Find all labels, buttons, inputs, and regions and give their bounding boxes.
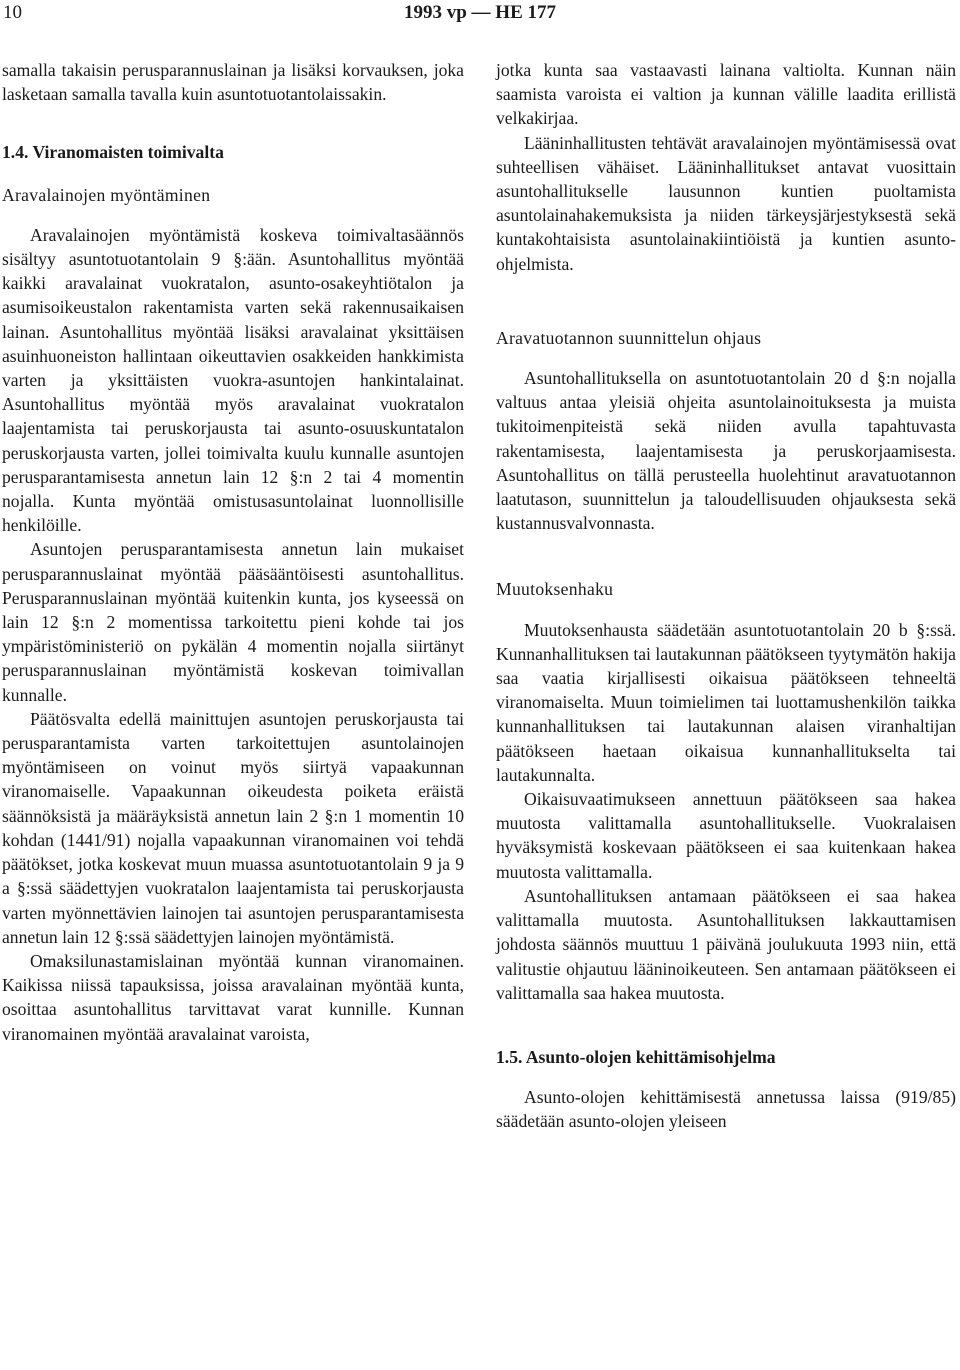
paragraph: Oikaisuvaatimukseen annettuun päätökseen saa hakea muutosta valittamalla asuntohallitukselle. Vuokralaisen hyväksymistä koskevaan päätökseen ei saa kuitenkaan hakea muutosta valittamalla. bbox=[496, 789, 956, 882]
paragraph: Asuntojen perusparantamisesta annetun lain mukaiset perusparannuslainat myöntää pääsääntöisesti asuntohallitus. Perusparannuslainan myöntää kuitenkin kunta, jos kyseessä on lain 12 §:n 2 momentissa tarkoitettu pieni kohde tai jos ympäristöministeriö on pykälän 4 momentin nojalla siirtänyt perusparannuslainan myöntämistä koskevan toimivallan kunnalle. bbox=[2, 539, 464, 705]
paragraph: Asunto-olojen kehittämisestä annetussa laissa (919/85) säädetään asunto-olojen yleiseen bbox=[496, 1087, 956, 1132]
subheading-muutoksenhaku: Muutoksenhaku bbox=[496, 579, 614, 600]
paragraph: Aravalainojen myöntämistä koskeva toimivaltasäännös sisältyy asuntotuotantolain 9 §:ään. Asuntohallitus myöntää kaikki aravalainat vuokratalon, asunto-osakeyhtiötalon ja asumisoikeustalon rakentamista varten sekä rakennusaikaisen lainan. Asuntohallitus myöntää lisäksi aravalainat yksittäisen asuinhuoneiston hallintaan oikeuttavien osakkeiden hankkimista varten ja yksittäisten vuokra-asuntojen hankintalainat. Asuntohallitus myöntää myös aravalainat vuokratalon laajentamista tai peruskorjausta tai asunto-osuuskuntatalon peruskorjausta varten, jollei toimivalta kuulu kunnalle asuntojen perusparantamisesta annetun lain 12 §:n 2 tai 4 momentin nojalla. Kunta myöntää omistusasuntolainat luonnollisille henkilöille. bbox=[2, 224, 464, 536]
paragraph: Lääninhallitusten tehtävät aravalainojen myöntämisessä ovat suhteellisen vähäiset. Lääninhallitukset antavat vuosittain asuntohallitukselle lausunnon kuntien puoltamista asuntolainahakemuksista ja niiden tärkeysjärjestyksestä sekä kuntakohtaisista asuntolainakiintiöistä ja kuntien asunto-ohjelmista. bbox=[496, 132, 956, 274]
right-column bbox=[496, 58, 956, 1134]
subheading-aravatuotannon-ohjaus: Aravatuotannon suunnittelun ohjaus bbox=[496, 327, 762, 348]
page-header bbox=[0, 0, 960, 30]
page-number: 10 bbox=[3, 2, 22, 23]
section-title-1-4: 1.4. Viranomaisten toimivalta bbox=[2, 142, 224, 163]
paragraph: Päätösvalta edellä mainittujen asuntojen peruskorjausta tai perusparantamista varten tarkoitettujen asuntolainojen myöntämiseen on voinut myös siirtyä vapaakunnan viranomaiselle. Vapaakunnan oikeudesta poiketa eräistä säännöksistä ja määräyksistä annetun lain 2 §:n 1 momentin 10 kohdan (1441/91) nojalla vapaakunnan viranomainen voi tehdä päätökset, jotka koskevat muun muassa asuntotuotantolain 9 ja 9 a §:ssä säädettyjen vuokratalon laajentamista tai peruskorjausta varten myönnettävien lainojen tai asuntojen perusparantamisesta annetun lain 12 §:ssä säädettyjen lainojen myöntämistä. bbox=[2, 708, 464, 947]
section-title-1-5: 1.5. Asunto-olojen kehittämisohjelma bbox=[496, 1046, 776, 1067]
subheading-aravalainojen-myontaminen: Aravalainojen myöntäminen bbox=[2, 184, 211, 205]
paragraph: Asuntohallituksella on asuntotuotantolain 20 d §:n nojalla valtuus antaa yleisiä ohjeita asuntolainoituksesta ja muista tukitoimenpiteistä sekä niiden avulla tapahtuvasta rakentamisesta, laajentamisesta ja peruskorjaamisesta. Asuntohallitus on tällä perusteella huolehtinut aravatuotannon laatutason, suunnittelun ja taloudellisuuden ohjauksesta sekä kustannusvalvonnasta. bbox=[496, 368, 956, 534]
running-title: 1993 vp — HE 177 bbox=[403, 2, 557, 23]
paragraph: Omaksilunastamislainan myöntää kunnan viranomainen. Kaikissa niissä tapauksissa, joissa aravalainan myöntää kunta, osoittaa asuntohallitus tarvittavat varat kunnille. Kunnan viranomainen myöntää aravalainat varoista, bbox=[2, 950, 464, 1044]
paragraph: Muutoksenhausta säädetään asuntotuotantolain 20 b §:ssä. Kunnanhallituksen tai lautakunnan päätökseen tyytymätön hakija saa vaatia kirjallisesti oikaisua päätökseen tehneeltä viranomaiselta. Muun toimielimen tai luottamushenkilön taikka kunnanhallituksen tai lautakunnan alaisen viranhaltijan päätökseen haetaan oikaisua kunnanhallitukselta tai lautakunnalta. bbox=[496, 619, 956, 785]
left-column bbox=[2, 58, 464, 1046]
paragraph-continuation: samalla takaisin perusparannuslainan ja lisäksi korvauksen, joka lasketaan samalla tavalla kuin asuntotuotantolaissakin. bbox=[2, 60, 464, 105]
paragraph: Asuntohallituksen antamaan päätökseen ei saa hakea valittamalla muutosta. Asuntohallituksen lakkauttamisen johdosta säännös muuttuu 1 päivänä joulukuuta 1993 niin, että valitustie ohjautuu lääninoikeuteen. Sen antamaan päätökseen ei valittamalla saa hakea muutosta. bbox=[496, 885, 956, 1003]
paragraph-continuation: jotka kunta saa vastaavasti lainana valtiolta. Kunnan näin saamista varoista ei valtion ja kunnan välille laadita erillistä velkakirjaa. bbox=[496, 60, 956, 129]
